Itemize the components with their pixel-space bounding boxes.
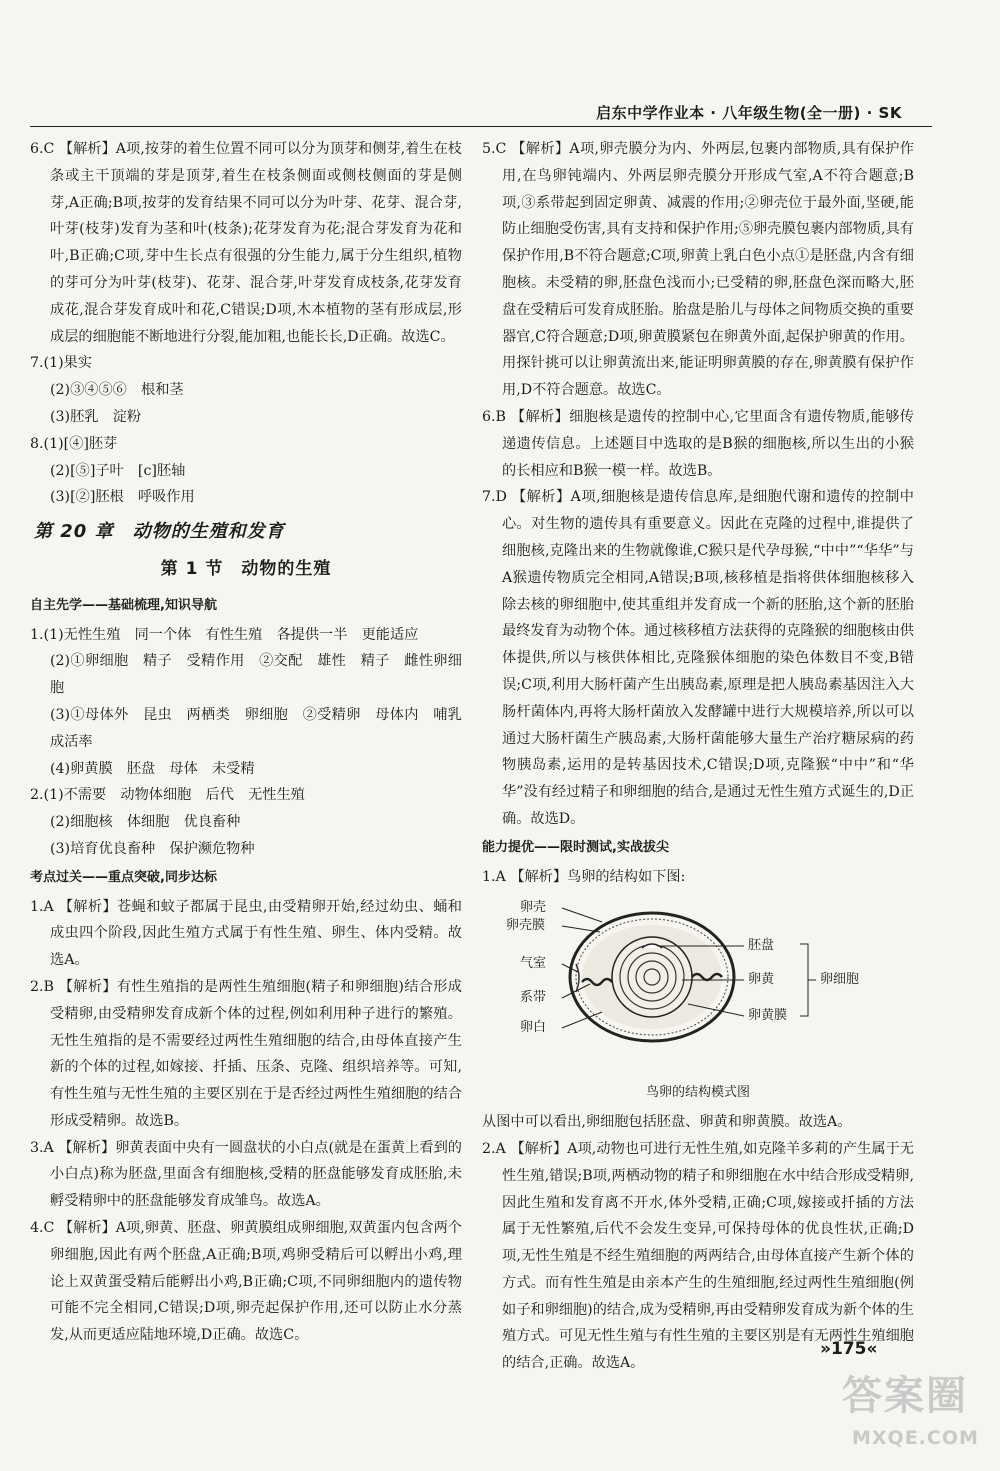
watermark-url: MXQE.COM: [852, 1427, 979, 1449]
label-egg-cell: 卵细胞: [820, 972, 860, 988]
leader-line: [562, 908, 602, 922]
exam-answer-6: 6.B 【解析】细胞核是遗传的控制中心,它里面含有遗传物质,能够传递遗传信息。上述题目中选取的是B猴的细胞核,所以生出的小猴的长相应和B猴一模一样。故选B。: [482, 408, 914, 479]
label-yolk: 卵黄: [748, 972, 775, 988]
basic-1-2: (2)①卵细胞 精子 受精作用 ②交配 雄性 精子 雌性卵细胞: [50, 653, 462, 697]
answer-6: 6.C 【解析】A项,按芽的着生位置不同可以分为顶芽和侧芽,着生在枝条或主干顶端的芽是顶芽,着生在枝条侧面或侧枝侧面的芽是侧芽,A正确;B项,按芽的发育结果不同可以分为叶芽、花芽、混合芽,叶芽(枝芽)发育为茎和叶(枝条);花芽发育为花;混合芽发育为花和叶,B正确;C项,芽中生长点有很强的分生能力,属于分生组织,植物的芽可分为叶芽(枝芽)、花芽、混合芽,叶芽发育成枝条,花芽发育成花,混合芽发育成叶和花,C错误;D项,木本植物的茎有形成层,形成层的细胞能不断地进行分裂,能加粗,也能长长,D正确。故选C。: [30, 141, 462, 345]
page-header: [30, 98, 932, 127]
answer-8-2: (2)[⑤]子叶 [c]胚轴: [50, 462, 186, 479]
answer-7-2: (2)③④⑤⑥ 根和茎: [50, 382, 184, 399]
basic-1-4: (4)卵黄膜 胚盘 母体 未受精: [50, 760, 255, 777]
answer-8-3: (3)[②]胚根 呼吸作用: [50, 489, 195, 506]
basic-2-3: (3)培育优良畜种 保护濒危物种: [50, 840, 255, 857]
left-column: [30, 136, 477, 1349]
egg-structure-figure: [482, 892, 914, 1078]
egg-cell-bracket: [800, 944, 816, 1016]
advanced-answer-1: 1.A 【解析】鸟卵的结构如下图:: [482, 868, 686, 885]
exam-answer-3: 3.A 【解析】卵黄表面中央有一圆盘状的小白点(就是在蛋黄上看到的小白点)称为胚盘,里面含有细胞核,受精的胚盘能够发育成胚胎,未孵受精卵中的胚盘能够发育成雏鸟。故选A。: [30, 1139, 462, 1210]
label-shell: 卵壳: [520, 900, 547, 916]
leader-line: [562, 926, 600, 932]
basic-1-1: 1.(1)无性生殖 同一个体 有性生殖 各提供一半 更能适应: [30, 626, 419, 643]
label-albumen: 卵白: [520, 1020, 547, 1036]
basic-1-3: (3)①母体外 昆虫 两栖类 卵细胞 ②受精卵 母体内 哺乳 成活率: [50, 706, 477, 750]
watermark-logo: 答案圈: [842, 1373, 968, 1419]
label-shell-membrane: 卵壳膜: [506, 918, 546, 934]
exam-answer-5: 5.C 【解析】A项,卵壳膜分为内、外两层,包裹内部物质,具有保护作用,在鸟卵钝端内、外两层卵壳膜分开形成气室,A不符合题意;B项,③系带起到固定卵黄、减震的作用;②卵壳位于最外面,坚硬,能防止细胞受伤害,具有支持和保护作用;⑤卵壳膜包裹内部物质,具有保护作用,B不符合题意;C项,卵黄上乳白色小点①是胚盘,内含有细胞核。未受精的卵,胚盘色浅而小;已受精的卵,胚盘色深而略大,胚盘在受精后可发育成胚胎。胎盘是胎儿与母体之间物质交换的重要器官,C符合题意;D项,卵黄膜紧包在卵黄外面,起保护卵黄的作用。用探针挑可以让卵黄流出来,能证明卵黄膜的存在,卵黄膜有保护作用,D不符合题意。故选C。: [482, 141, 914, 399]
section-title: 第 1 节 动物的生殖: [160, 558, 332, 579]
book-title: 启东中学作业本 · 八年级生物(全一册) · SK: [596, 104, 902, 122]
label-chalaza: 系带: [520, 990, 547, 1006]
egg-yolk-membrane: [612, 937, 692, 1017]
basic-2-1: 2.(1)不需要 动物体细胞 后代 无性生殖: [30, 787, 305, 804]
label-germinal-disc: 胚盘: [748, 938, 775, 954]
right-column: [482, 136, 914, 1377]
page-number: »175«: [820, 1339, 878, 1359]
chapter-title: 第 20 章 动物的生殖和发育: [34, 521, 285, 543]
advanced-answer-1-conclusion: 从图中可以看出,卵细胞包括胚盘、卵黄和卵黄膜。故选A。: [482, 1114, 852, 1131]
exam-answer-7: 7.D 【解析】A项,细胞核是遗传信息库,是细胞代谢和遗传的控制中心。对生物的遗传具有重要意义。因此在克隆的过程中,谁提供了细胞核,克隆出来的生物就像谁,C猴只是代孕母猴,“中中”“华华”与A猴遗传物质完全相同,A错误;B项,核移植是指将供体细胞核移入除去核的卵细胞中,使其重组并发育成一个新的胚胎,这个新的胚胎最终发育为动物个体。通过核移植方法获得的克隆猴的细胞核由供体提供,所以与核供体相比,克隆猴体细胞的染色体数目不变,B错误;C项,利用大肠杆菌产生出胰岛素,原理是把人胰岛素基因注入大肠杆菌体内,再将大肠杆菌放入发酵罐中进行大规模培养,所以可以通过大肠杆菌生产胰岛素,大肠杆菌能够大量生产治疗糖尿病的药物胰岛素,运用的是转基因技术,C错误;D项,克隆猴“中中”和“华华”没有经过精子和卵细胞的结合,是通过无性生殖方式诞生的,D正确。故选D。: [482, 489, 914, 827]
exam-answer-4: 4.C 【解析】A项,卵黄、胚盘、卵黄膜组成卵细胞,双黄蛋内包含两个卵细胞,因此有两个胚盘,A正确;B项,鸡卵受精后可以孵出小鸡,理论上双黄蛋受精后能孵出小鸡,B正确;C项,不同卵细胞内的遗传物可能不完全相同,C错误;D项,卵壳起保护作用,还可以防止水分蒸发,从而更适应陆地环境,D正确。故选C。: [30, 1220, 462, 1344]
label-yolk-membrane: 卵黄膜: [748, 1008, 788, 1024]
category-heading: 能力提优——限时测试,实战拔尖: [482, 839, 669, 855]
category-heading: 自主先学——基础梳理,知识导航: [30, 597, 217, 613]
answer-7-1: 7.(1)果实: [30, 355, 93, 372]
egg-air-cell: [576, 964, 579, 992]
answer-7-3: (3)胚乳 淀粉: [50, 408, 142, 425]
answer-8-1: 8.(1)[④]胚芽: [30, 435, 118, 452]
site-watermark: [830, 1362, 990, 1462]
exam-answer-1: 1.A 【解析】苍蝇和蚊子都属于昆虫,由受精卵开始,经过幼虫、蛹和成虫四个阶段,因此生殖方式属于有性生殖、卵生、体内受精。故选A。: [30, 898, 462, 969]
figure-caption: 鸟卵的结构模式图: [645, 1085, 750, 1101]
label-air-cell: 气室: [520, 956, 547, 972]
exam-answer-2: 2.B 【解析】有性生殖指的是两性生殖细胞(精子和卵细胞)结合形成受精卵,由受精卵发育成新个体的过程,例如利用种子进行的繁殖。无性生殖指的是不需要经过两性生殖细胞的结合,由母体直接产生新的个体的过程,如嫁接、扦插、压条、克隆、组织培养等。可知,有性生殖与无性生殖的主要区别在于是否经过两性生殖细胞的结合形成受精卵。故选B。: [30, 978, 462, 1129]
advanced-answer-2: 2.A 【解析】A项,动物也可进行无性生殖,如克隆羊多莉的产生属于无性生殖,错误;B项,两栖动物的精子和卵细胞在水中结合形成受精卵,因此生殖和发育离不开水,体外受精,正确;C项,嫁接或扦插的方法属于无性繁殖,后代不会发生变异,可保持母体的优良性状,正确;D项,无性生殖是不经生殖细胞的两两结合,由母体直接产生新个体的方式。而有性生殖是由亲本产生的生殖细胞,经过两性生殖细胞(例如子和卵细胞)的结合,成为受精卵,再由受精卵发育成为新个体的生殖方式。可见无性生殖与有性生殖的主要区别是有无两性生殖细胞的结合,正确。故选A。: [482, 1140, 914, 1372]
category-heading: 考点过关——重点突破,同步达标: [30, 869, 217, 885]
basic-2-2: (2)细胞核 体细胞 优良畜种: [50, 814, 241, 831]
